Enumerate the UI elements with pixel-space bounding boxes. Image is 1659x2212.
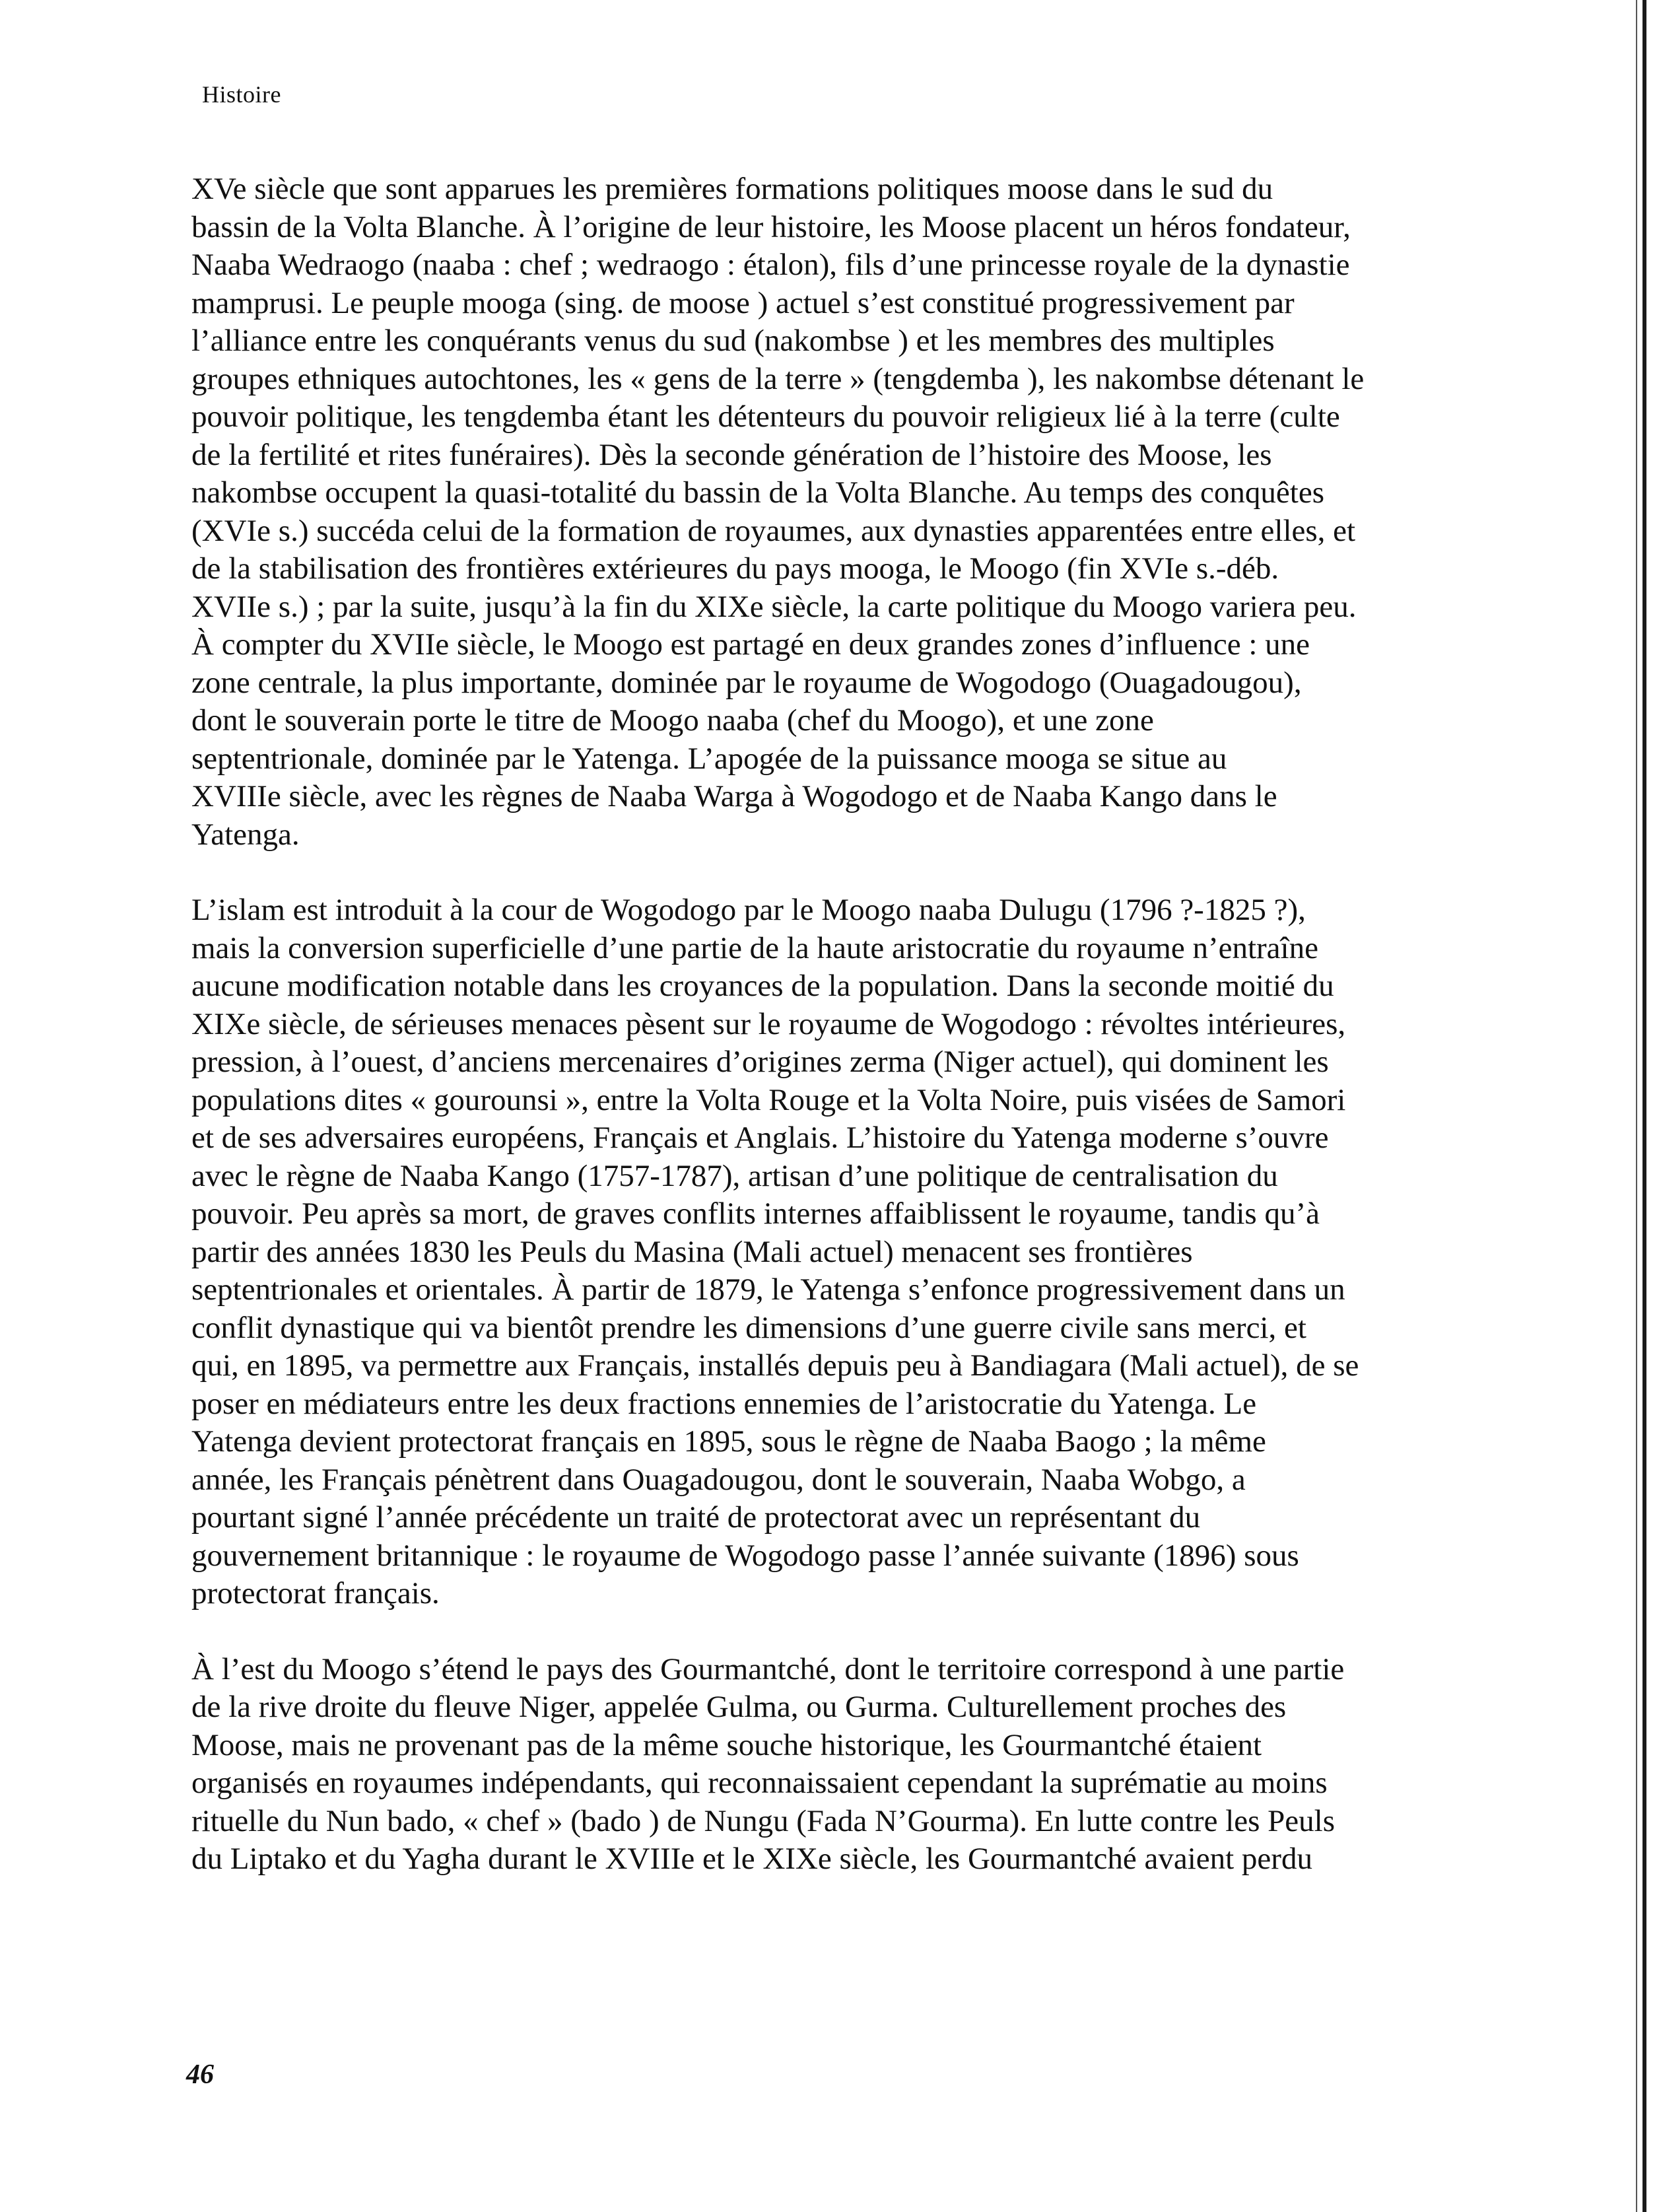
text-line: dont le souverain porte le titre de Moogo naaba (chef du Moogo), et une zone: [191, 703, 1154, 738]
text-line: conflit dynastique qui va bientôt prendre les dimensions d’une guerre civile sans merci, et: [191, 1310, 1306, 1345]
page-number: 46: [186, 2059, 214, 2090]
text-line: mamprusi. Le peuple mooga (sing. de moose ) actuel s’est constitué progressivement par: [191, 285, 1295, 320]
text-line: groupes ethniques autochtones, les « gens de la terre » (tengdemba ), les nakombse détenant le: [191, 361, 1365, 396]
paragraph-3: [191, 1651, 1426, 1879]
text-line: Yatenga.: [191, 817, 300, 852]
text-line: XVe siècle que sont apparues les premières formations politiques moose dans le sud du: [191, 172, 1273, 206]
text-line: XVIIIe siècle, avec les règnes de Naaba Warga à Wogodogo et de Naaba Kango dans le: [191, 779, 1277, 813]
body-text: [191, 170, 1426, 1916]
page-edge: [1642, 0, 1646, 2212]
text-line: Moose, mais ne provenant pas de la même souche historique, les Gourmantché étaient: [191, 1727, 1262, 1762]
text-line: zone centrale, la plus importante, dominée par le royaume de Wogodogo (Ouagadougou),: [191, 665, 1302, 700]
text-line: l’alliance entre les conquérants venus du sud (nakombse ) et les membres des multiples: [191, 324, 1275, 358]
text-line: pression, à l’ouest, d’anciens mercenaires d’origines zerma (Niger actuel), qui dominent les: [191, 1045, 1329, 1079]
text-line: pouvoir politique, les tengdemba étant les détenteurs du pouvoir religieux lié à la terre (culte: [191, 399, 1340, 434]
text-line: de la fertilité et rites funéraires). Dès la seconde génération de l’histoire des Moose, les: [191, 437, 1272, 472]
text-line: aucune modification notable dans les croyances de la population. Dans la seconde moitié du: [191, 969, 1334, 1003]
text-line: À l’est du Moogo s’étend le pays des Gourmantché, dont le territoire correspond à une partie: [191, 1651, 1345, 1686]
text-line: organisés en royaumes indépendants, qui reconnaissaient cependant la suprématie au moins: [191, 1766, 1328, 1800]
text-line: septentrionales et orientales. À partir de 1879, le Yatenga s’enfonce progressivement dans un: [191, 1272, 1345, 1307]
text-line: de la stabilisation des frontières extérieures du pays mooga, le Moogo (fin XVIe s.-déb.: [191, 551, 1279, 586]
text-line: septentrionale, dominée par le Yatenga. L’apogée de la puissance mooga se situe au: [191, 741, 1227, 776]
text-line: avec le règne de Naaba Kango (1757-1787), artisan d’une politique de centralisation du: [191, 1158, 1278, 1193]
text-line: partir des années 1830 les Peuls du Masina (Mali actuel) menacent ses frontières: [191, 1234, 1193, 1269]
text-line: (XVIe s.) succéda celui de la formation de royaumes, aux dynasties apparentées entre elles, et: [191, 513, 1356, 548]
text-line: Yatenga devient protectorat français en 1895, sous le règne de Naaba Baogo ; la même: [191, 1424, 1266, 1459]
text-line: et de ses adversaires européens, Français et Anglais. L’histoire du Yatenga moderne s’ouvre: [191, 1121, 1329, 1155]
text-line: Naaba Wedraogo (naaba : chef ; wedraogo : étalon), fils d’une princesse royale de la dynastie: [191, 248, 1350, 282]
text-line: pourtant signé l’année précédente un traité de protectorat avec un représentant du: [191, 1500, 1201, 1535]
text-line: gouvernement britannique : le royaume de Wogodogo passe l’année suivante (1896) sous: [191, 1538, 1299, 1573]
paragraph-2: [191, 891, 1426, 1613]
text-line: L’islam est introduit à la cour de Wogodogo par le Moogo naaba Dulugu (1796 ?-1825 ?),: [191, 893, 1306, 927]
text-line: de la rive droite du fleuve Niger, appelée Gulma, ou Gurma. Culturellement proches des: [191, 1690, 1287, 1724]
text-line: bassin de la Volta Blanche. À l’origine de leur histoire, les Moose placent un héros fondateur,: [191, 209, 1351, 244]
text-line: protectorat français.: [191, 1576, 440, 1610]
running-head: Histoire: [202, 81, 281, 108]
text-line: poser en médiateurs entre les deux fractions ennemies de l’aristocratie du Yatenga. Le: [191, 1386, 1257, 1421]
text-line: mais la conversion superficielle d’une partie de la haute aristocratie du royaume n’entraîne: [191, 930, 1318, 965]
text-line: du Liptako et du Yagha durant le XVIIIe et le XIXe siècle, les Gourmantché avaient perdu: [191, 1842, 1312, 1876]
text-line: rituelle du Nun bado, « chef » (bado ) de Nungu (Fada N’Gourma). En lutte contre les Peuls: [191, 1803, 1336, 1838]
text-line: qui, en 1895, va permettre aux Français, installés depuis peu à Bandiagara (Mali actuel), de se: [191, 1348, 1359, 1383]
text-line: XVIIe s.) ; par la suite, jusqu’à la fin du XIXe siècle, la carte politique du Moogo variera peu.: [191, 589, 1357, 624]
paragraph-1: [191, 170, 1426, 854]
text-line: populations dites « gourounsi », entre la Volta Rouge et la Volta Noire, puis visées de Samori: [191, 1082, 1346, 1117]
text-line: pouvoir. Peu après sa mort, de graves conflits internes affaiblissent le royaume, tandis qu’à: [191, 1196, 1320, 1231]
text-line: À compter du XVIIe siècle, le Moogo est partagé en deux grandes zones d’influence : une: [191, 627, 1310, 662]
text-line: XIXe siècle, de sérieuses menaces pèsent sur le royaume de Wogodogo : révoltes intérieures,: [191, 1006, 1346, 1041]
page-edge-shadow: [1636, 0, 1637, 2212]
text-line: nakombse occupent la quasi-totalité du bassin de la Volta Blanche. Au temps des conquêtes: [191, 475, 1324, 510]
text-line: année, les Français pénètrent dans Ouagadougou, dont le souverain, Naaba Wobgo, a: [191, 1462, 1246, 1497]
